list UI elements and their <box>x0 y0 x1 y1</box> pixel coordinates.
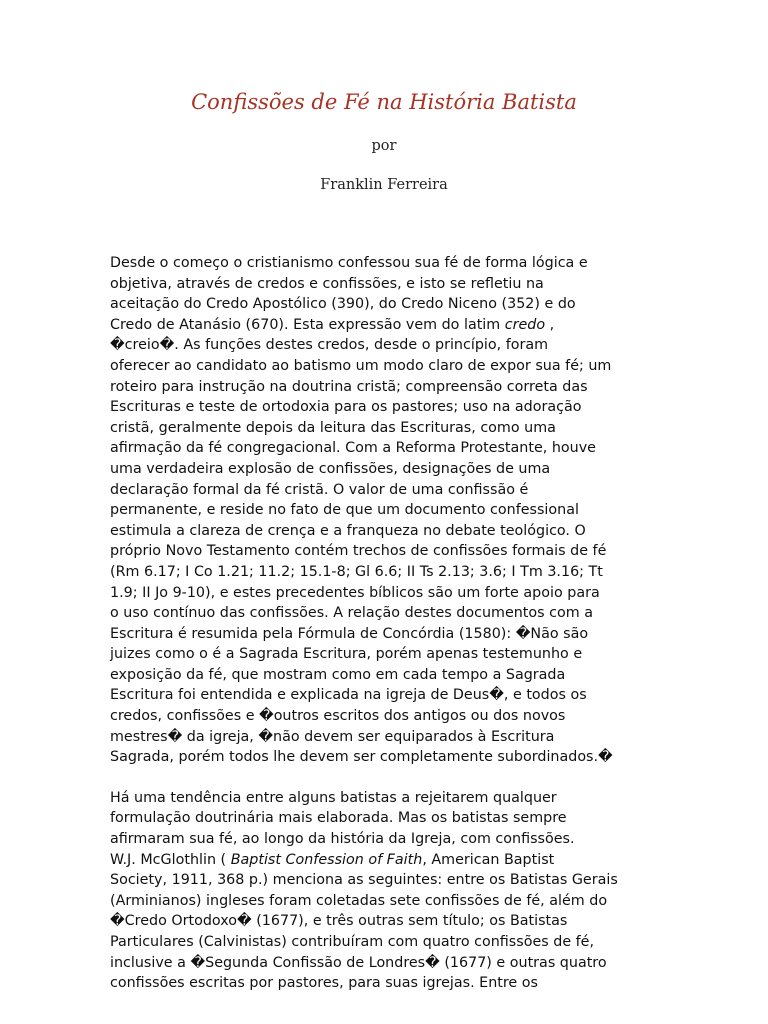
text-line: inclusive a �Segunda Confissão de Londres� (1677) e outras quatro <box>110 954 607 971</box>
italic-book-title: Baptist Confession of Faith <box>230 851 423 868</box>
text-line: �Credo Ortodoxo� (1677), e três outras sem título; os Batistas <box>110 913 568 930</box>
text-line <box>110 315 662 336</box>
text-line: uma verdadeira explosão de confissões, designações de uma <box>110 460 551 477</box>
text-line: Particulares (Calvinistas) contribuíram com quatro confissões de fé, <box>110 934 595 950</box>
text-line: Escrituras e teste de ortodoxia para os pastores; uso na adoração <box>110 399 582 416</box>
text-line: mestres� da igreja, �não devem ser equiparados à Escritura <box>110 728 555 745</box>
text-line: credos, confissões e �outros escritos dos antigos ou dos novos <box>110 708 566 725</box>
text-line: (Rm 6.17; I Co 1.21; 11.2; 15.1-8; Gl 6.6; II Ts 2.13; 3.6; I Tm 3.16; Tt <box>110 563 603 580</box>
text-line: cristã, geralmente depois da leitura das Escrituras, como uma <box>110 419 556 436</box>
text-line: o uso contínuo das confissões. A relação destes documentos com a <box>110 605 593 622</box>
text-line: objetiva, através de credos e confissões, e isto se refletiu na <box>110 275 544 292</box>
document-body <box>110 253 662 994</box>
author-name: Franklin Ferreira <box>320 177 448 193</box>
text-line: Escritura é resumida pela Fórmula de Concórdia (1580): �Não são <box>110 625 589 642</box>
text-line: Escritura foi entendida e explicada na igreja de Deus�, e todos os <box>110 687 587 704</box>
byline: por <box>371 138 397 154</box>
text-line: afirmaram sua fé, ao longo da história da Igreja, com confissões. <box>110 831 575 848</box>
text-line: roteiro para instrução na doutrina cristã; compreensão correta das <box>110 378 588 395</box>
document-title: Confissões de Fé na História Batista <box>191 90 577 114</box>
text-line: exposição da fé, que mostram como em cada tempo a Sagrada <box>110 666 566 683</box>
text-line: confissões escritas por pastores, para suas igrejas. Entre os <box>110 975 538 992</box>
paragraph-2 <box>110 788 662 994</box>
text-segment: , <box>545 316 555 333</box>
text-line <box>110 850 662 871</box>
text-line: Há uma tendência entre alguns batistas a rejeitarem qualquer <box>110 789 557 806</box>
text-line: �creio�. As funções destes credos, desde o princípio, foram <box>110 337 549 354</box>
text-line: aceitação do Credo Apostólico (390), do Credo Niceno (352) e do <box>110 296 576 313</box>
text-line: oferecer ao candidato ao batismo um modo claro de expor sua fé; um <box>110 357 612 374</box>
text-line: estimula a clareza de crença e a franqueza no debate teológico. O <box>110 522 586 539</box>
paragraph-1 <box>110 253 662 768</box>
text-line: próprio Novo Testamento contém trechos de confissões formais de fé <box>110 543 607 560</box>
text-line: afirmação da fé congregacional. Com a Reforma Protestante, houve <box>110 440 596 457</box>
text-line: Desde o começo o cristianismo confessou sua fé de forma lógica e <box>110 255 588 271</box>
text-line: 1.9; II Jo 9-10), e estes precedentes bíblicos são um forte apoio para <box>110 584 600 601</box>
text-line: formulação doutrinária mais elaborada. Mas os batistas sempre <box>110 810 567 827</box>
text-segment: , American Baptist <box>422 851 555 868</box>
text-line: juizes como o é a Sagrada Escritura, porém apenas testemunho e <box>110 646 583 663</box>
text-line: permanente, e reside no fato de que um documento confessional <box>110 502 579 519</box>
text-line: Sagrada, porém todos lhe devem ser completamente subordinados.� <box>110 749 613 766</box>
text-line: declaração formal da fé cristã. O valor de uma confissão é <box>110 481 529 498</box>
text-line: Society, 1911, 368 p.) menciona as seguintes: entre os Batistas Gerais <box>110 872 618 889</box>
text-segment: Credo de Atanásio (670). Esta expressão vem do latim <box>110 316 505 333</box>
text-segment: W.J. McGlothlin ( <box>110 851 231 868</box>
italic-term: credo <box>504 316 546 333</box>
text-line: (Arminianos) ingleses foram coletadas sete confissões de fé, além do <box>110 892 608 909</box>
